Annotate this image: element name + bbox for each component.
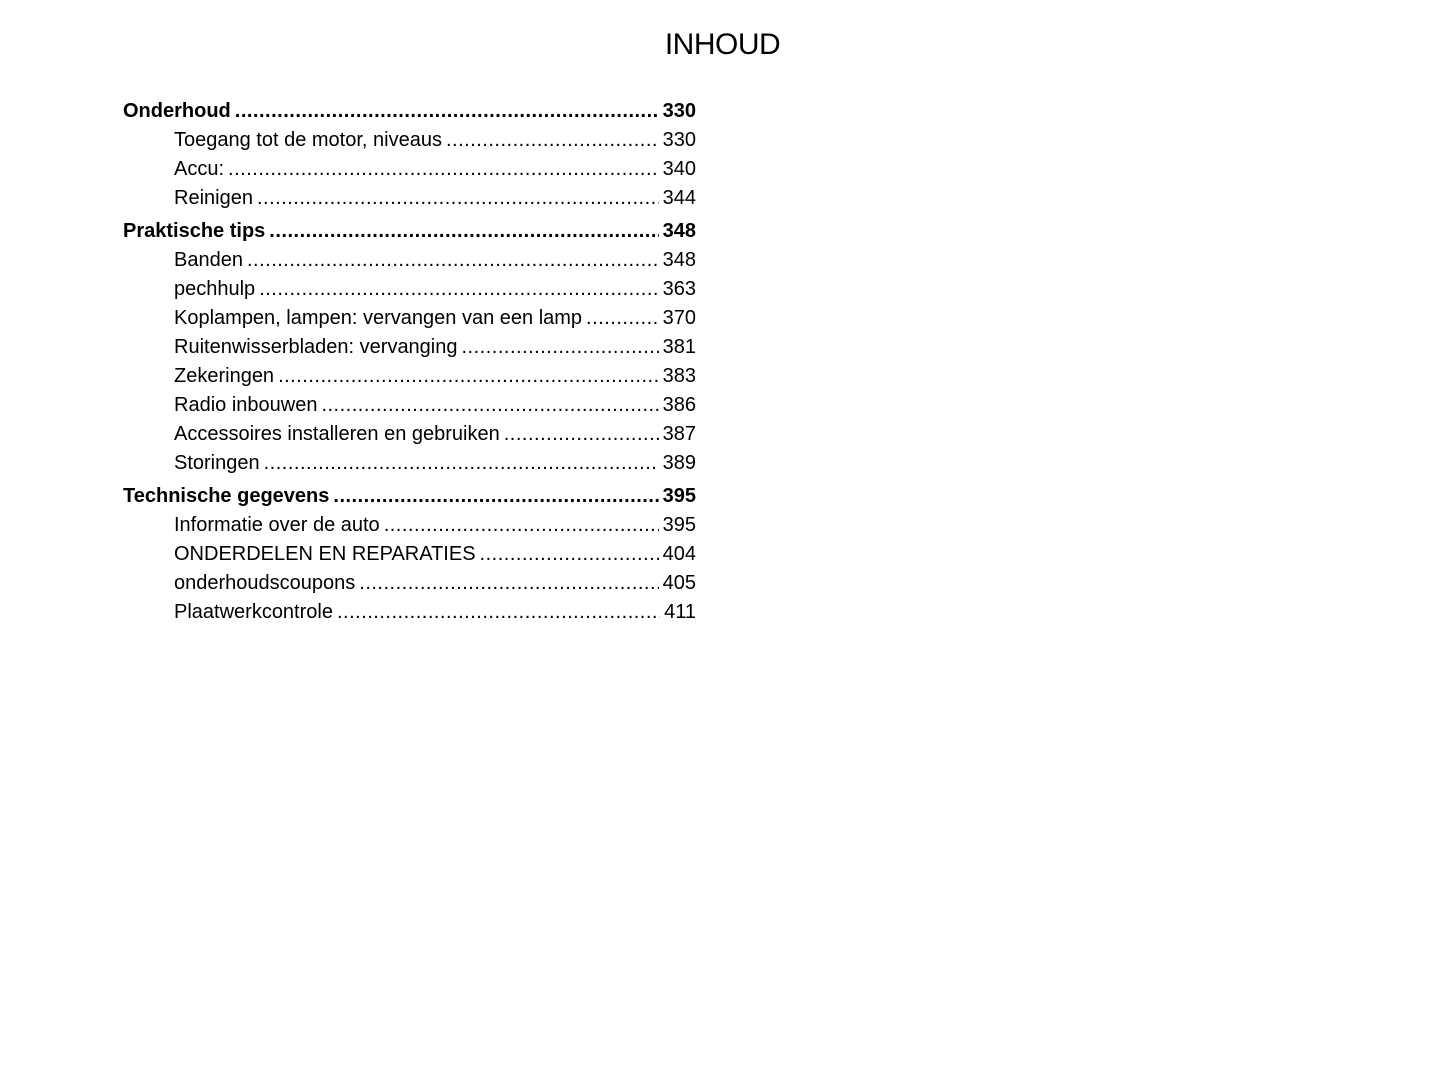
toc-item-label: Banden: [174, 249, 243, 271]
toc-item[interactable]: [123, 304, 696, 333]
toc-page-number: 330: [662, 129, 696, 151]
toc-page-number: 389: [662, 452, 696, 474]
toc-section-praktische-tips[interactable]: [123, 217, 696, 246]
toc-page-number: 405: [662, 572, 696, 594]
toc-item-label: Toegang tot de motor, niveaus: [174, 129, 442, 151]
toc-leader: [259, 275, 658, 304]
toc-item[interactable]: [123, 246, 696, 275]
toc-page-number: 411: [664, 601, 696, 623]
toc-leader: [235, 97, 659, 126]
toc-item[interactable]: [123, 598, 696, 627]
toc-item-label: Accessoires installeren en gebruiken: [174, 423, 500, 445]
toc-section-label: Praktische tips: [123, 220, 266, 242]
toc-item-label: Ruitenwisserbladen: vervanging: [174, 336, 458, 358]
toc-item[interactable]: [123, 362, 696, 391]
toc-item-label: Radio inbouwen: [174, 394, 318, 416]
toc-leader: [359, 569, 658, 598]
toc-item-label: onderhoudscoupons: [174, 572, 356, 594]
toc-leader: [228, 155, 659, 184]
toc-item-label: Plaatwerkcontrole: [174, 601, 333, 623]
toc-item[interactable]: [123, 449, 696, 478]
toc-page-number: 387: [662, 423, 696, 445]
toc-leader: [278, 362, 659, 391]
toc-page-number: 386: [662, 394, 696, 416]
toc-section-technische-gegevens[interactable]: [123, 482, 696, 511]
toc-page-number: 383: [662, 365, 696, 387]
toc-item-label: Informatie over de auto: [174, 514, 380, 536]
toc-item-label: pechhulp: [174, 278, 256, 300]
toc-page-number: 404: [662, 543, 696, 565]
table-of-contents: [123, 97, 696, 627]
toc-item[interactable]: [123, 540, 696, 569]
toc-page-number: 348: [662, 220, 696, 242]
toc-leader: [269, 217, 658, 246]
toc-section-label: Onderhoud: [123, 100, 231, 122]
toc-leader: [337, 598, 660, 627]
toc-item[interactable]: [123, 126, 696, 155]
toc-leader: [480, 540, 659, 569]
toc-item[interactable]: [123, 420, 696, 449]
toc-page-number: 381: [662, 336, 696, 358]
toc-page-number: 344: [662, 187, 696, 209]
toc-section-onderhoud[interactable]: [123, 97, 696, 126]
toc-item[interactable]: [123, 184, 696, 213]
toc-page-number: 340: [662, 158, 696, 180]
toc-item-label: Reinigen: [174, 187, 253, 209]
toc-item-label: Accu:: [174, 158, 225, 180]
toc-item[interactable]: [123, 391, 696, 420]
toc-item-label: ONDERDELEN EN REPARATIES: [174, 543, 476, 565]
toc-leader: [462, 333, 659, 362]
toc-item[interactable]: [123, 511, 696, 540]
toc-leader: [257, 184, 659, 213]
page-title: INHOUD: [664, 28, 781, 61]
toc-item-label: Zekeringen: [174, 365, 275, 387]
toc-item[interactable]: [123, 155, 696, 184]
toc-leader: [504, 420, 659, 449]
toc-leader: [384, 511, 659, 540]
toc-item[interactable]: [123, 569, 696, 598]
toc-page-number: 370: [662, 307, 696, 329]
toc-item[interactable]: [123, 275, 696, 304]
toc-page-number: 395: [662, 485, 696, 507]
toc-item[interactable]: [123, 333, 696, 362]
toc-item-label: Storingen: [174, 452, 260, 474]
toc-leader: [446, 126, 659, 155]
toc-leader: [247, 246, 659, 275]
toc-page-number: 348: [662, 249, 696, 271]
toc-page-number: 363: [662, 278, 696, 300]
toc-page-number: 395: [662, 514, 696, 536]
toc-item-label: Koplampen, lampen: vervangen van een lamp: [174, 307, 583, 329]
toc-page-number: 330: [662, 100, 696, 122]
toc-leader: [586, 304, 659, 333]
toc-section-label: Technische gegevens: [123, 485, 330, 507]
toc-leader: [264, 449, 659, 478]
toc-leader: [333, 482, 658, 511]
toc-leader: [321, 391, 658, 420]
